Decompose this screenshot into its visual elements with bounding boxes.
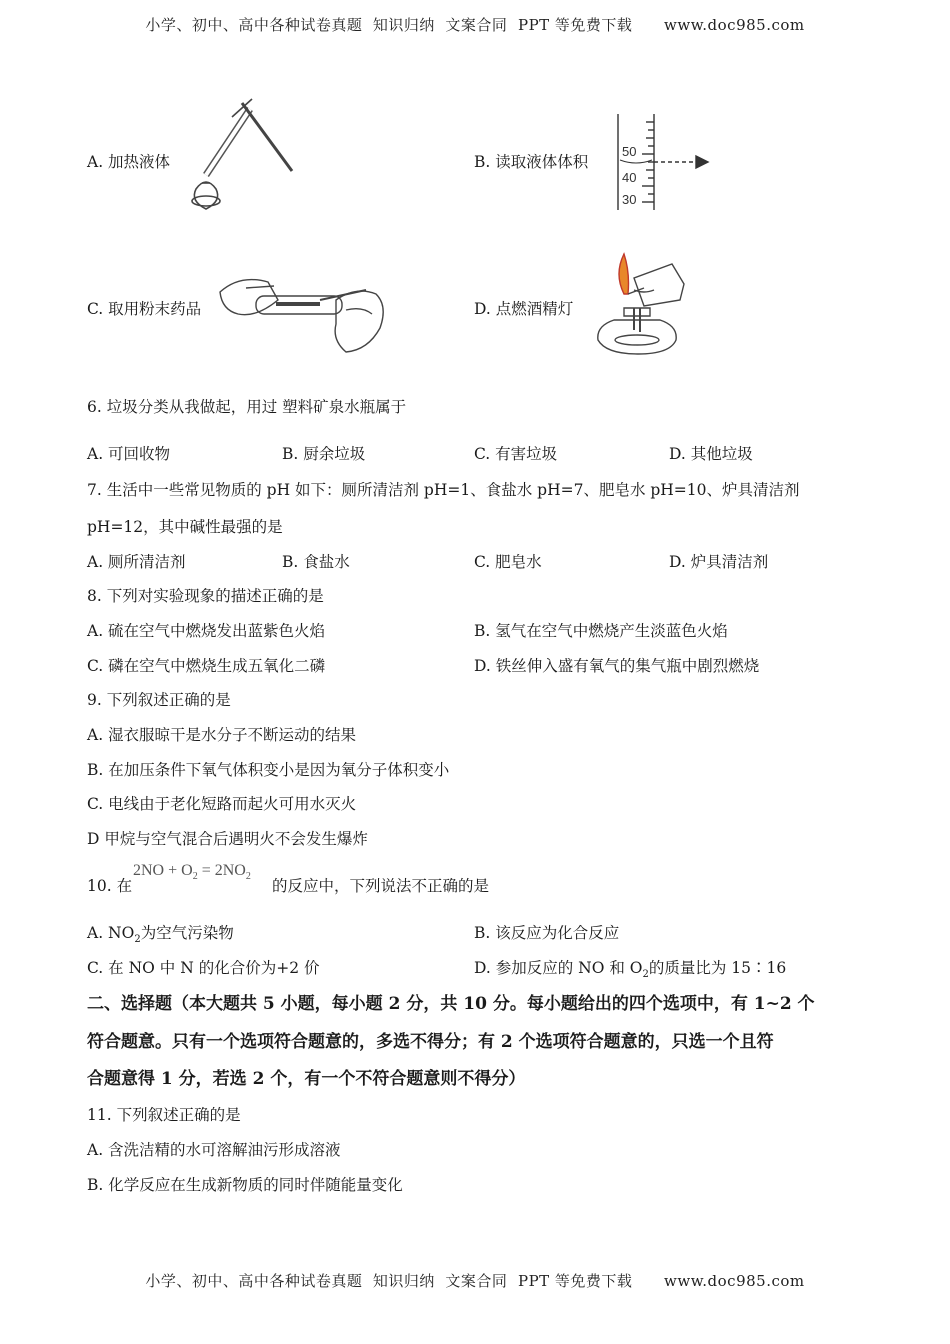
q10-a-sub: 2 xyxy=(134,934,141,946)
formula-left: 2NO + O xyxy=(133,862,193,879)
q9-option-a[interactable]: A. 湿衣服晾干是水分子不断运动的结果 xyxy=(87,726,357,744)
powder-medicine-figure xyxy=(216,270,392,356)
q10-d-sub: 2 xyxy=(642,969,649,981)
section2-heading-line1: 二、选择题（本大题共 5 小题，每小题 2 分，共 10 分。每小题给出的四个选项中，有 1~2 个 xyxy=(87,994,815,1014)
q7-stem-line2: pH=12，其中碱性最强的是 xyxy=(87,518,283,536)
q6-option-b[interactable]: B. 厨余垃圾 xyxy=(282,445,366,463)
formula-no2-sub: 2 xyxy=(245,871,251,883)
q6-option-a[interactable]: A. 可回收物 xyxy=(87,445,171,463)
q10-stem-prefix: 10. 在 xyxy=(87,877,133,895)
q10-stem-suffix: 的反应中，下列说法不正确的是 xyxy=(272,877,490,895)
q11-option-b[interactable]: B. 化学反应在生成新物质的同时伴随能量变化 xyxy=(87,1176,403,1194)
alcohol-lamp-figure xyxy=(584,250,694,358)
q8-option-d[interactable]: D. 铁丝伸入盛有氧气的集气瓶中剧烈燃烧 xyxy=(474,657,760,675)
q10-option-c[interactable]: C. 在 NO 中 N 的化合价为+2 价 xyxy=(87,959,320,977)
q9-option-d[interactable]: D 甲烷与空气混合后遇明火不会发生爆炸 xyxy=(87,830,368,848)
cylinder-tick-50: 50 xyxy=(622,144,637,159)
q11-option-a[interactable]: A. 含洗洁精的水可溶解油污形成溶液 xyxy=(87,1141,341,1159)
q10-option-a[interactable] xyxy=(87,923,234,950)
q5-option-b[interactable]: B. 读取液体体积 xyxy=(474,153,589,171)
cylinder-tick-40: 40 xyxy=(622,170,637,185)
q5-option-d[interactable]: D. 点燃酒精灯 xyxy=(474,300,574,318)
q10-option-d[interactable] xyxy=(474,958,786,985)
section2-heading-line2: 符合题意。只有一个选项符合题意的，多选不得分；有 2 个选项符合题意的，只选一个且符 xyxy=(87,1032,774,1052)
q10-a-prefix: A. NO xyxy=(87,924,135,942)
q8-option-c[interactable]: C. 磷在空气中燃烧生成五氧化二磷 xyxy=(87,657,326,675)
q7-option-c[interactable]: C. 肥皂水 xyxy=(474,553,542,571)
q7-option-b[interactable]: B. 食盐水 xyxy=(282,553,350,571)
q9-option-b[interactable]: B. 在加压条件下氧气体积变小是因为氧分子体积变小 xyxy=(87,761,450,779)
heating-liquid-figure xyxy=(182,97,300,213)
q11-stem: 11. 下列叙述正确的是 xyxy=(87,1106,241,1124)
q8-stem: 8. 下列对实验现象的描述正确的是 xyxy=(87,587,324,605)
q10-a-suffix: 为空气污染物 xyxy=(140,924,234,942)
q8-option-b[interactable]: B. 氢气在空气中燃烧产生淡蓝色火焰 xyxy=(474,622,728,640)
q7-option-a[interactable]: A. 厕所清洁剂 xyxy=(87,553,186,571)
q6-option-d[interactable]: D. 其他垃圾 xyxy=(669,445,753,463)
page-footer: 小学、初中、高中各种试卷真题 知识归纳 文案合同 PPT 等免费下载 www.doc985.com xyxy=(145,1272,805,1290)
formula-mid: = 2NO xyxy=(197,862,246,879)
q6-option-c[interactable]: C. 有害垃圾 xyxy=(474,445,558,463)
cylinder-tick-30: 30 xyxy=(622,192,637,207)
q5-option-a[interactable]: A. 加热液体 xyxy=(87,153,171,171)
q9-option-c[interactable]: C. 电线由于老化短路而起火可用水灭火 xyxy=(87,795,357,813)
page-header: 小学、初中、高中各种试卷真题 知识归纳 文案合同 PPT 等免费下载 www.doc985.com xyxy=(145,16,805,34)
q10-formula xyxy=(133,862,251,882)
q9-stem: 9. 下列叙述正确的是 xyxy=(87,691,231,709)
measuring-cylinder-figure xyxy=(612,110,716,214)
formula-o2-sub: 2 xyxy=(192,871,198,883)
q7-option-d[interactable]: D. 炉具清洁剂 xyxy=(669,553,769,571)
q10-option-b[interactable]: B. 该反应为化合反应 xyxy=(474,924,620,942)
section2-heading-line3: 合题意得 1 分，若选 2 个，有一个不符合题意则不得分） xyxy=(87,1069,526,1089)
q10-d-prefix: D. 参加反应的 NO 和 O xyxy=(474,959,643,977)
q8-option-a[interactable]: A. 硫在空气中燃烧发出蓝紫色火焰 xyxy=(87,622,326,640)
q5-option-c[interactable]: C. 取用粉末药品 xyxy=(87,300,202,318)
q6-stem: 6. 垃圾分类从我做起，用过 塑料矿泉水瓶属于 xyxy=(87,398,407,416)
q10-d-suffix: 的质量比为 15∶16 xyxy=(648,959,787,977)
q7-stem-line1: 7. 生活中一些常见物质的 pH 如下：厕所清洁剂 pH=1、食盐水 pH=7、肥皂水 pH=10、炉具清洁剂 xyxy=(87,481,800,499)
